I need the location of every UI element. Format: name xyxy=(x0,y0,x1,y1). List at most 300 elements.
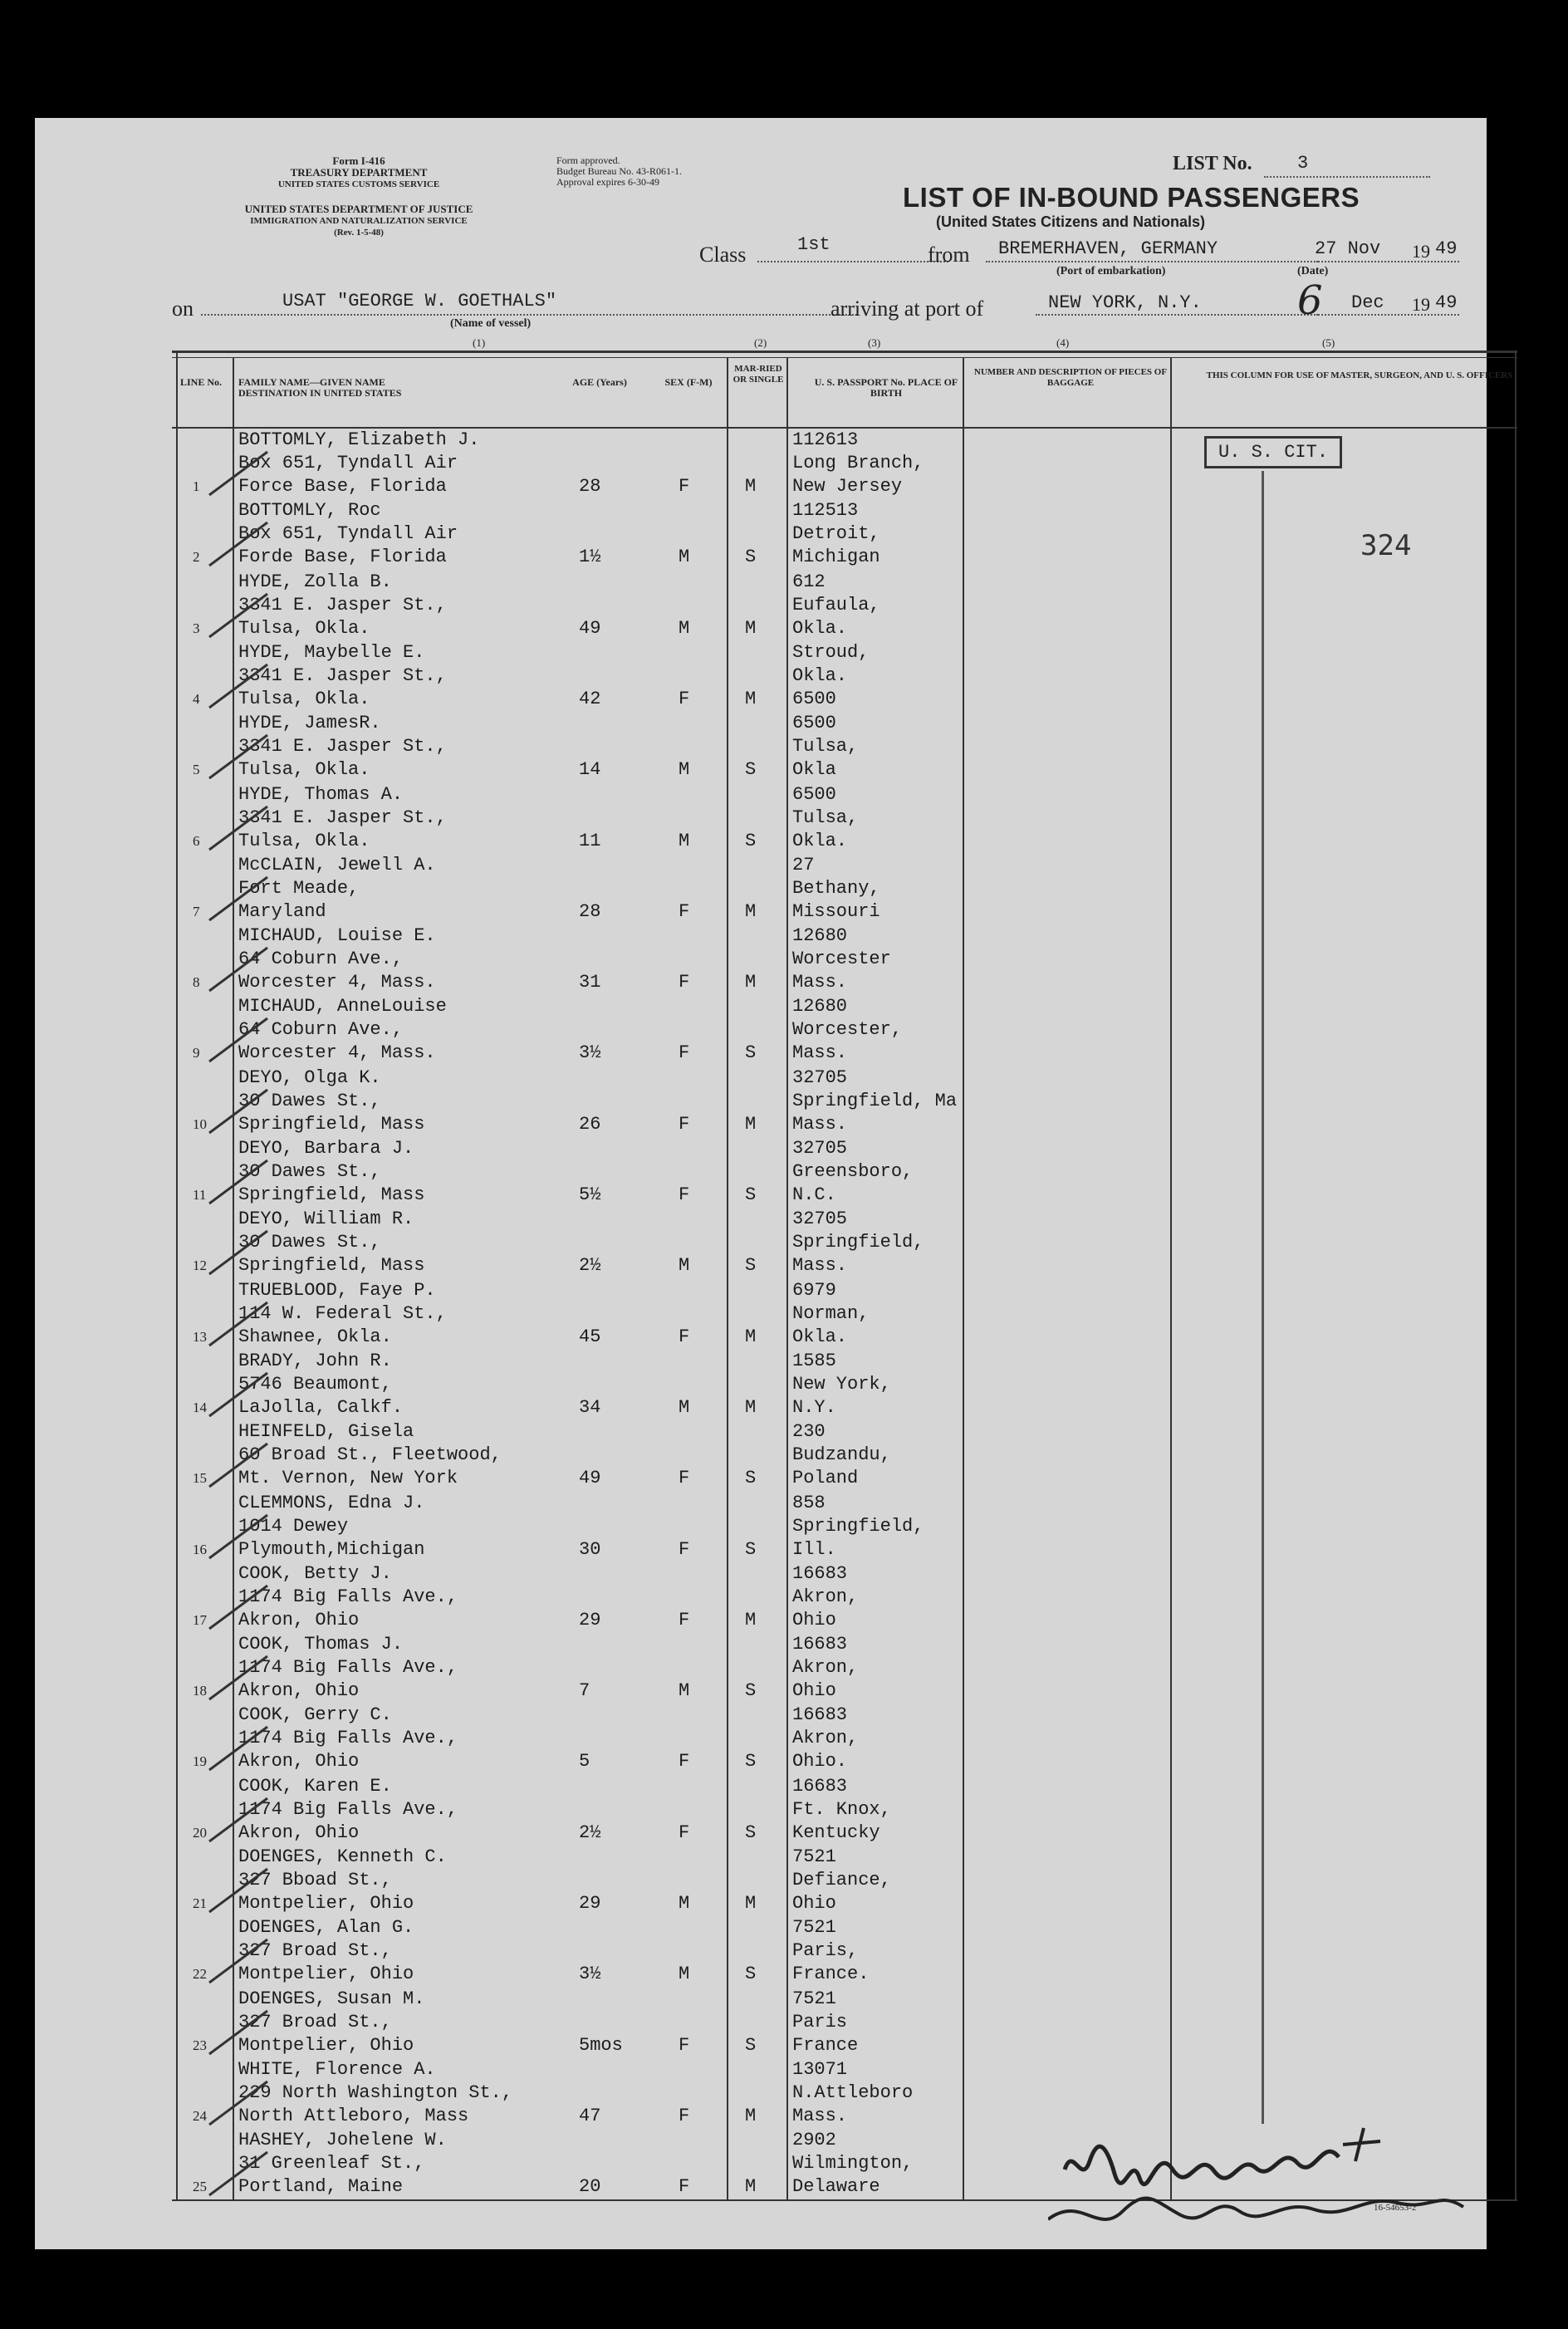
check-mark-icon xyxy=(201,1083,276,1141)
passenger-destination: Shawnee, Okla. xyxy=(238,1326,392,1347)
passenger-destination: Tulsa, Okla. xyxy=(238,617,370,639)
column-marker: (4) xyxy=(1056,336,1070,349)
passenger-age: 29 xyxy=(579,1609,601,1630)
passenger-name: DEYO, Olga K. xyxy=(238,1066,381,1088)
passenger-address: 64 Coburn Ave., xyxy=(238,949,404,970)
passenger-destination: Akron, Ohio xyxy=(238,1680,360,1702)
passenger-destination: Plymouth,Michigan xyxy=(238,1538,425,1560)
passenger-name: COOK, Gerry C. xyxy=(238,1704,392,1726)
passenger-destination: North Attleboro, Mass xyxy=(238,2105,469,2126)
line-number: 20 xyxy=(193,1824,207,1841)
passenger-sex: F xyxy=(679,2176,690,2198)
passenger-marital-status: S xyxy=(745,1964,757,1985)
passport-line-3: Okla. xyxy=(792,617,848,639)
passport-line-3: Okla. xyxy=(792,1326,848,1347)
passport-line-2: Eufaula, xyxy=(792,594,880,615)
passport-line-3: Poland xyxy=(792,1468,859,1489)
passenger-age: 47 xyxy=(579,2105,601,2126)
check-mark-icon xyxy=(201,516,276,574)
passenger-address: 327 Broad St., xyxy=(238,2011,392,2032)
passenger-destination: Montpelier, Ohio xyxy=(238,2034,414,2056)
passport-line-2: Bethany, xyxy=(792,877,880,899)
passenger-marital-status: S xyxy=(745,830,757,851)
line-number: 11 xyxy=(193,1187,207,1203)
column-marker: (5) xyxy=(1322,336,1335,349)
from-label: from xyxy=(928,243,970,267)
page-subtitle: (United States Citizens and Nationals) xyxy=(936,213,1206,230)
passenger-marital-status: M xyxy=(745,1326,757,1347)
passenger-sex: F xyxy=(679,1822,690,1843)
line-number: 6 xyxy=(193,832,200,849)
passport-line-2: Paris, xyxy=(792,1940,859,1962)
passport-line-2: Wilmington, xyxy=(792,2153,914,2175)
passenger-address: 60 Broad St., Fleetwood, xyxy=(238,1444,502,1466)
passenger-marital-status: M xyxy=(745,688,757,709)
passport-line-1: 6500 xyxy=(792,783,836,805)
list-number-label: LIST No. xyxy=(1173,153,1252,174)
passport-line-1: 7521 xyxy=(792,1917,836,1939)
arrival-year: 49 xyxy=(1435,292,1458,313)
passport-line-2: Worcester xyxy=(792,949,891,970)
passport-line-1: 13071 xyxy=(792,2058,848,2080)
passport-line-1: 16683 xyxy=(792,1562,848,1584)
check-mark-icon xyxy=(201,941,276,999)
column-marker: (2) xyxy=(754,336,767,349)
passenger-destination: Maryland xyxy=(238,900,326,922)
passport-line-1: 16683 xyxy=(792,1634,848,1655)
passport-line-1: 2902 xyxy=(792,2130,836,2151)
passenger-age: 30 xyxy=(579,1538,601,1560)
passport-line-1: 32705 xyxy=(792,1138,848,1159)
arrival-year-prefix: 19 xyxy=(1412,294,1430,315)
passenger-sex: M xyxy=(679,1893,690,1914)
passenger-age: 28 xyxy=(579,900,601,922)
passenger-address: 1174 Big Falls Ave., xyxy=(238,1586,458,1607)
passport-line-1: 6979 xyxy=(792,1279,836,1301)
passport-line-3: N.Y. xyxy=(792,1396,836,1418)
passport-line-3: New Jersey xyxy=(792,476,903,497)
passenger-marital-status: S xyxy=(745,1255,757,1277)
passenger-age: 5mos xyxy=(579,2034,623,2056)
passenger-address: 1014 Dewey xyxy=(238,1515,349,1537)
embarkation-port: BREMERHAVEN, GERMANY xyxy=(998,238,1218,259)
arriving-label: arriving at port of xyxy=(831,297,984,321)
passport-line-2: Springfield, Ma xyxy=(792,1090,958,1111)
passport-line-2: Tulsa, xyxy=(792,807,859,828)
check-mark-icon xyxy=(201,1792,276,1850)
passport-line-1: 12680 xyxy=(792,996,848,1017)
form-number: Form I-416 xyxy=(332,154,385,167)
passenger-age: 7 xyxy=(579,1680,590,1702)
passenger-list-page xyxy=(35,118,1513,2249)
passenger-destination: Worcester 4, Mass. xyxy=(238,972,436,993)
column-marker: (1) xyxy=(473,336,486,349)
passenger-age: 2½ xyxy=(579,1255,601,1277)
passenger-address: 30 Dawes St., xyxy=(238,1090,381,1111)
passenger-sex: F xyxy=(679,1042,690,1064)
passenger-address: 327 Bboad St., xyxy=(238,1870,392,1890)
passenger-age: 5½ xyxy=(579,1184,601,1205)
passport-line-1: 16683 xyxy=(792,1775,848,1797)
passenger-age: 29 xyxy=(579,1893,601,1914)
passenger-name: MICHAUD, Louise E. xyxy=(238,925,436,947)
inspector-signature xyxy=(1048,2111,1480,2244)
passenger-address: 3341 E. Jasper St., xyxy=(238,594,447,615)
passenger-age: 49 xyxy=(579,1468,601,1489)
passenger-marital-status: S xyxy=(745,1042,757,1064)
passport-line-1: 7521 xyxy=(792,1846,836,1867)
passenger-name: COOK, Karen E. xyxy=(238,1775,392,1797)
passenger-name: HASHEY, Johelene W. xyxy=(238,2130,447,2151)
footer-code: 16-54653-2 xyxy=(1374,2203,1417,2213)
passenger-sex: F xyxy=(679,1609,690,1630)
passport-line-3: Missouri xyxy=(792,900,880,922)
passport-line-1: 7521 xyxy=(792,1988,836,2009)
passenger-age: 1½ xyxy=(579,547,601,568)
column-header-age: AGE (Years) xyxy=(572,376,627,388)
passenger-age: 45 xyxy=(579,1326,601,1347)
check-mark-icon xyxy=(201,800,276,858)
arrival-day: 6 xyxy=(1297,277,1323,324)
passport-line-3: Ohio xyxy=(792,1609,836,1630)
immigration-service: IMMIGRATION AND NATURALIZATION SERVICE xyxy=(250,216,468,226)
passport-line-2: Akron, xyxy=(792,1657,859,1679)
passenger-name: WHITE, Florence A. xyxy=(238,2058,436,2080)
passenger-marital-status: M xyxy=(745,476,757,497)
passenger-address: 1174 Big Falls Ave., xyxy=(238,1657,458,1679)
vessel-name: USAT "GEORGE W. GOETHALS" xyxy=(282,291,557,311)
vessel-caption: (Name of vessel) xyxy=(450,317,532,330)
port-of-embarkation-caption: (Port of embarkation) xyxy=(1056,265,1166,277)
passenger-destination: Akron, Ohio xyxy=(238,1822,360,1843)
passenger-sex: M xyxy=(679,1255,690,1277)
passenger-address: 1174 Big Falls Ave., xyxy=(238,1798,458,1820)
passenger-marital-status: S xyxy=(745,547,757,568)
passenger-age: 11 xyxy=(579,830,601,851)
passenger-destination: Springfield, Mass xyxy=(238,1184,425,1205)
passenger-destination: Tulsa, Okla. xyxy=(238,759,370,781)
passenger-sex: M xyxy=(679,830,690,851)
passenger-sex: F xyxy=(679,972,690,993)
line-number: 22 xyxy=(193,1966,207,1983)
passenger-age: 3½ xyxy=(579,1964,601,1985)
passport-line-1: 6500 xyxy=(792,713,836,734)
passenger-sex: F xyxy=(679,900,690,922)
on-label: on xyxy=(172,297,194,321)
passenger-marital-status: M xyxy=(745,900,757,922)
line-number: 23 xyxy=(193,2037,207,2053)
column-header-sex: SEX (F-M) xyxy=(664,376,713,388)
us-citizen-stamp: U. S. CIT. xyxy=(1204,436,1342,468)
passport-line-1: 230 xyxy=(792,1421,826,1443)
passenger-name: CLEMMONS, Edna J. xyxy=(238,1492,425,1513)
passenger-destination: Springfield, Mass xyxy=(238,1255,425,1277)
passport-line-2: Springfield, xyxy=(792,1232,924,1253)
passport-line-2: Okla. xyxy=(792,664,848,686)
passenger-name: BOTTOMLY, Roc xyxy=(238,500,381,522)
budget-bureau: Budget Bureau No. 43-R061-1. xyxy=(556,165,682,177)
passport-line-3: Mass. xyxy=(792,2105,848,2126)
check-mark-icon xyxy=(201,2075,276,2133)
column-marker: (3) xyxy=(868,336,881,349)
line-number: 15 xyxy=(193,1470,207,1487)
check-mark-icon xyxy=(201,445,276,503)
line-number: 4 xyxy=(193,690,200,707)
column-header-line-no: LINE No. xyxy=(179,376,222,388)
passport-line-3: Okla xyxy=(792,759,836,781)
passenger-name: HYDE, Zolla B. xyxy=(238,571,392,592)
passport-line-3: Ohio xyxy=(792,1680,836,1702)
passport-line-2: Ft. Knox, xyxy=(792,1798,891,1820)
column-header-name: FAMILY NAME—GIVEN NAME DESTINATION IN UNITED STATES xyxy=(238,376,402,399)
passenger-age: 20 xyxy=(579,2176,601,2198)
approval-expires: Approval expires 6-30-49 xyxy=(556,176,659,188)
passenger-address: 1174 Big Falls Ave., xyxy=(238,1728,458,1749)
passport-line-3: Okla. xyxy=(792,830,848,851)
passenger-marital-status: S xyxy=(745,759,757,781)
passenger-marital-status: S xyxy=(745,1468,757,1489)
check-mark-icon xyxy=(201,1224,276,1282)
check-mark-icon xyxy=(201,870,276,929)
passenger-name: TRUEBLOOD, Faye P. xyxy=(238,1279,436,1301)
passenger-age: 49 xyxy=(579,617,601,639)
class-value: 1st xyxy=(797,234,831,255)
passenger-marital-status: M xyxy=(745,972,757,993)
line-number: 3 xyxy=(193,620,200,636)
passport-line-2: Greensboro, xyxy=(792,1161,914,1182)
passport-line-3: 6500 xyxy=(792,688,836,709)
check-mark-icon xyxy=(201,1720,276,1778)
passenger-marital-status: M xyxy=(745,1396,757,1418)
passenger-sex: M xyxy=(679,1680,690,1702)
passport-line-1: 112613 xyxy=(792,429,859,450)
check-mark-icon xyxy=(201,1579,276,1637)
passenger-address: Box 651, Tyndall Air xyxy=(238,453,458,473)
passport-line-3: Mass. xyxy=(792,1113,848,1135)
passport-line-3: Kentucky xyxy=(792,1822,880,1843)
line-number: 24 xyxy=(193,2107,207,2124)
passport-line-1: 858 xyxy=(792,1492,826,1513)
passenger-name: DEYO, Barbara J. xyxy=(238,1138,414,1159)
passenger-sex: F xyxy=(679,476,690,497)
passenger-destination: Tulsa, Okla. xyxy=(238,830,370,851)
passport-line-3: France. xyxy=(792,1964,870,1985)
passenger-name: BRADY, John R. xyxy=(238,1350,392,1371)
passenger-sex: F xyxy=(679,1468,690,1489)
passenger-age: 31 xyxy=(579,972,601,993)
line-number: 16 xyxy=(193,1541,207,1557)
line-number: 10 xyxy=(193,1115,207,1132)
line-number: 25 xyxy=(193,2179,207,2195)
passenger-sex: M xyxy=(679,547,690,568)
passport-line-1: 32705 xyxy=(792,1209,848,1230)
line-number: 12 xyxy=(193,1258,207,1274)
passport-line-3: Mass. xyxy=(792,1255,848,1277)
column-header-passport: U. S. PASSPORT No. PLACE OF BIRTH xyxy=(814,376,958,399)
line-number: 7 xyxy=(193,903,200,919)
passenger-destination: Tulsa, Okla. xyxy=(238,688,370,709)
line-number: 8 xyxy=(193,974,200,991)
passenger-address: Box 651, Tyndall Air xyxy=(238,523,458,545)
passenger-destination: Montpelier, Ohio xyxy=(238,1964,414,1985)
passenger-age: 5 xyxy=(579,1751,590,1772)
passenger-name: McCLAIN, Jewell A. xyxy=(238,854,436,875)
passport-line-1: 12680 xyxy=(792,925,848,947)
passenger-address: 3341 E. Jasper St., xyxy=(238,736,447,758)
passport-line-1: 27 xyxy=(792,854,815,875)
passenger-sex: F xyxy=(679,1113,690,1135)
passenger-name: HEINFELD, Gisela xyxy=(238,1421,414,1443)
passenger-marital-status: S xyxy=(745,1822,757,1843)
revision: (Rev. 1-5-48) xyxy=(334,228,384,238)
passport-line-1: Stroud, xyxy=(792,641,870,663)
passenger-name: DOENGES, Alan G. xyxy=(238,1917,414,1939)
passport-line-2: Akron, xyxy=(792,1586,859,1607)
passport-line-2: Budzandu, xyxy=(792,1444,891,1466)
passenger-sex: M xyxy=(679,759,690,781)
date-caption: (Date) xyxy=(1297,265,1329,277)
check-mark-icon xyxy=(201,2145,276,2204)
check-mark-icon xyxy=(201,1012,276,1070)
form-approved: Form approved. xyxy=(556,154,620,166)
passenger-sex: M xyxy=(679,1396,690,1418)
line-number: 14 xyxy=(193,1399,207,1415)
line-number: 9 xyxy=(193,1045,200,1062)
passport-line-2: N.Attleboro xyxy=(792,2081,914,2103)
passenger-marital-status: M xyxy=(745,2176,757,2198)
passport-line-2: Detroit, xyxy=(792,523,880,545)
passenger-sex: F xyxy=(679,1538,690,1560)
passenger-address: 30 Dawes St., xyxy=(238,1232,381,1253)
check-mark-icon xyxy=(201,1933,276,1991)
passport-line-1: 112513 xyxy=(792,500,859,522)
line-number: 5 xyxy=(193,762,200,778)
passenger-destination: Forde Base, Florida xyxy=(238,547,447,568)
passenger-name: BOTTOMLY, Elizabeth J. xyxy=(238,429,480,450)
passport-line-3: France xyxy=(792,2034,859,2056)
passport-line-3: Mass. xyxy=(792,1042,848,1064)
passenger-name: HYDE, JamesR. xyxy=(238,713,381,734)
pencil-line xyxy=(1262,471,1264,2124)
passenger-address: 30 Dawes St., xyxy=(238,1161,381,1182)
passenger-sex: F xyxy=(679,688,690,709)
department-of-justice: UNITED STATES DEPARTMENT OF JUSTICE xyxy=(244,203,473,215)
passenger-marital-status: M xyxy=(745,1113,757,1135)
passenger-marital-status: M xyxy=(745,2105,757,2126)
passenger-marital-status: S xyxy=(745,1751,757,1772)
line-number: 13 xyxy=(193,1328,207,1345)
passenger-name: HYDE, Maybelle E. xyxy=(238,641,425,663)
passport-line-3: N.C. xyxy=(792,1184,836,1205)
passenger-name: MICHAUD, AnneLouise xyxy=(238,996,447,1017)
check-mark-icon xyxy=(201,1366,276,1424)
column-header-officers: THIS COLUMN FOR USE OF MASTER, SURGEON, AND U. S. OFFICERS xyxy=(1206,370,1513,380)
passenger-sex: F xyxy=(679,1751,690,1772)
passenger-name: DOENGES, Susan M. xyxy=(238,1988,425,2009)
passenger-name: DEYO, William R. xyxy=(238,1209,414,1230)
passenger-sex: M xyxy=(679,617,690,639)
line-number: 17 xyxy=(193,1611,207,1628)
passenger-sex: F xyxy=(679,1184,690,1205)
passenger-sex: M xyxy=(679,1964,690,1985)
customs-service: UNITED STATES CUSTOMS SERVICE xyxy=(277,179,440,189)
passenger-name: HYDE, Thomas A. xyxy=(238,783,404,805)
passport-line-2: Worcester, xyxy=(792,1019,903,1041)
passenger-name: DOENGES, Kenneth C. xyxy=(238,1846,447,1867)
passenger-address: Fort Meade, xyxy=(238,877,360,899)
line-number: 21 xyxy=(193,1895,207,1911)
embarkation-date: 27 Nov xyxy=(1315,238,1381,259)
passport-line-2: Springfield, xyxy=(792,1515,924,1537)
column-header-baggage: NUMBER AND DESCRIPTION OF PIECES OF BAGGAGE xyxy=(973,367,1168,388)
passenger-name: COOK, Betty J. xyxy=(238,1562,392,1584)
check-mark-icon xyxy=(201,1862,276,1920)
check-mark-icon xyxy=(201,1296,276,1354)
passport-line-2: Defiance, xyxy=(792,1870,891,1890)
passenger-age: 34 xyxy=(579,1396,601,1418)
check-mark-icon xyxy=(201,658,276,716)
passenger-sex: F xyxy=(679,2034,690,2056)
passenger-address: 229 North Washington St., xyxy=(238,2081,513,2103)
passenger-destination: Mt. Vernon, New York xyxy=(238,1468,458,1489)
arrival-port: NEW YORK, N.Y. xyxy=(1048,292,1202,313)
passenger-address: 3341 E. Jasper St., xyxy=(238,664,447,686)
passenger-destination: Akron, Ohio xyxy=(238,1609,360,1630)
column-header-married: MAR-RIED OR SINGLE xyxy=(733,364,784,385)
passenger-marital-status: S xyxy=(745,1184,757,1205)
passenger-age: 2½ xyxy=(579,1822,601,1843)
passenger-sex: F xyxy=(679,2105,690,2126)
annotation-324: 324 xyxy=(1360,529,1412,562)
arrival-month: Dec xyxy=(1351,292,1384,313)
passport-line-1: 16683 xyxy=(792,1704,848,1726)
passport-line-1: 1585 xyxy=(792,1350,836,1371)
passenger-marital-status: S xyxy=(745,1538,757,1560)
check-mark-icon xyxy=(201,1154,276,1212)
passport-line-2: Paris xyxy=(792,2011,848,2032)
passenger-address: 5746 Beaumont, xyxy=(238,1373,392,1395)
passenger-address: 31 Greenleaf St., xyxy=(238,2153,425,2175)
passport-line-3: Delaware xyxy=(792,2176,880,2198)
line-number: 19 xyxy=(193,1753,207,1770)
passport-line-1: 612 xyxy=(792,571,826,592)
passport-line-2: New York, xyxy=(792,1373,891,1395)
line-number: 1 xyxy=(193,478,200,494)
treasury-department: TREASURY DEPARTMENT xyxy=(290,166,428,179)
passenger-destination: Springfield, Mass xyxy=(238,1113,425,1135)
passport-line-2: Akron, xyxy=(792,1728,859,1749)
passenger-destination: Akron, Ohio xyxy=(238,1751,360,1772)
check-mark-icon xyxy=(201,587,276,645)
passenger-destination: LaJolla, Calkf. xyxy=(238,1396,404,1418)
passport-line-3: Michigan xyxy=(792,547,880,568)
embarkation-year-prefix: 19 xyxy=(1412,241,1430,262)
check-mark-icon xyxy=(201,1437,276,1495)
passenger-destination: Force Base, Florida xyxy=(238,476,447,497)
passenger-age: 14 xyxy=(579,759,601,781)
passenger-address: 327 Broad St., xyxy=(238,1940,392,1962)
passenger-destination: Montpelier, Ohio xyxy=(238,1893,414,1914)
passenger-address: 3341 E. Jasper St., xyxy=(238,807,447,828)
passport-line-1: 32705 xyxy=(792,1066,848,1088)
passenger-name: COOK, Thomas J. xyxy=(238,1634,404,1655)
check-mark-icon xyxy=(201,1508,276,1567)
passenger-age: 3½ xyxy=(579,1042,601,1064)
line-number: 2 xyxy=(193,549,200,566)
line-number: 18 xyxy=(193,1683,207,1699)
passenger-age: 42 xyxy=(579,688,601,709)
passenger-sex: F xyxy=(679,1326,690,1347)
